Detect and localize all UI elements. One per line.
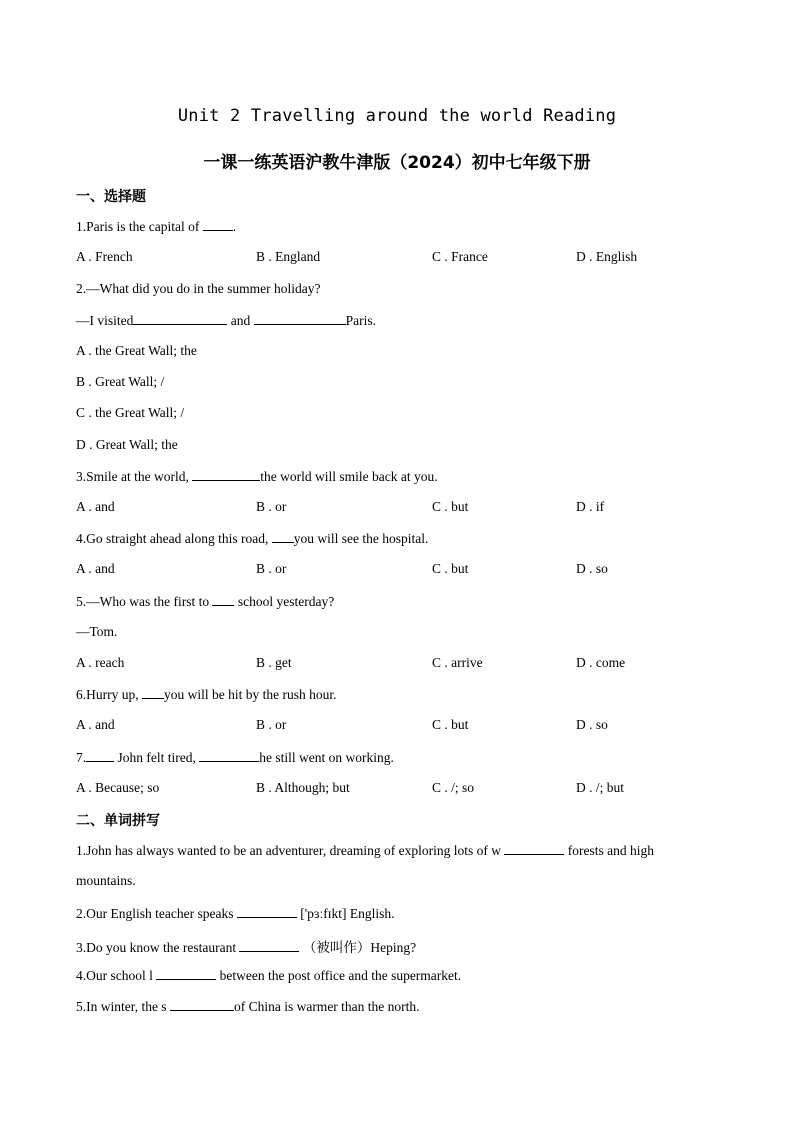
option-a: A . and xyxy=(76,561,115,576)
question-text: Paris. xyxy=(345,313,376,328)
question-3 xyxy=(76,468,438,485)
option-c: C . the Great Wall; / xyxy=(76,405,185,420)
option-d: D . /; but xyxy=(576,780,625,795)
option-a: A . reach xyxy=(76,655,125,670)
option-c: C . France xyxy=(432,249,488,264)
answer-blank xyxy=(170,998,234,1011)
page-title: Unit 2 Travelling around the world Reading xyxy=(177,106,617,126)
answer-blank xyxy=(254,312,346,325)
question-text: 3.Do you know the restaurant xyxy=(76,940,237,955)
answer-blank xyxy=(142,686,164,699)
question-text: 3.Smile at the world, xyxy=(76,469,189,484)
answer-blank xyxy=(504,842,564,855)
question-6 xyxy=(76,686,337,703)
question-2-line2 xyxy=(76,312,376,329)
question-text: . xyxy=(232,219,237,234)
answer-blank xyxy=(272,530,294,543)
answer-blank xyxy=(239,939,299,952)
question-text: school yesterday? xyxy=(237,594,335,609)
question-text: ['pɜːfɪkt] English. xyxy=(300,906,395,921)
answer-blank xyxy=(86,749,114,762)
question-text: 4.Go straight ahead along this road, xyxy=(76,531,269,546)
option-d: D . if xyxy=(576,499,605,514)
option-c: C . but xyxy=(432,717,469,732)
option-a: A . Because; so xyxy=(76,780,160,795)
question-text: of China is warmer than the north. xyxy=(233,999,420,1014)
answer-blank xyxy=(212,593,234,606)
answer-blank xyxy=(192,468,260,481)
question-text: 1.John has always wanted to be an adventurer, dreaming of exploring lots of w xyxy=(76,843,501,858)
option-a: A . French xyxy=(76,249,133,264)
option-d: D . so xyxy=(576,717,608,732)
option-b: B . Great Wall; / xyxy=(76,374,165,389)
question-text: he still went on working. xyxy=(259,750,394,765)
question-1 xyxy=(76,218,236,235)
spelling-question-4 xyxy=(76,967,461,984)
question-text: the world will smile back at you. xyxy=(260,469,438,484)
option-b: B . or xyxy=(256,561,287,576)
question-text: 4.Our school l xyxy=(76,968,153,983)
option-d: D . come xyxy=(576,655,626,670)
question-text: forests and high xyxy=(567,843,654,858)
option-d: D . Great Wall; the xyxy=(76,437,178,452)
spelling-question-5 xyxy=(76,998,420,1015)
section-heading-multiple-choice: 一、选择题 xyxy=(76,189,146,205)
option-d: D . so xyxy=(576,561,608,576)
question-text: 5.—Who was the first to xyxy=(76,594,210,609)
question-text: 7. xyxy=(76,750,87,765)
question-text: 5.In winter, the s xyxy=(76,999,167,1014)
question-text: John felt tired, xyxy=(117,750,196,765)
question-text: —I visited xyxy=(76,313,134,328)
question-text: you will see the hospital. xyxy=(293,531,429,546)
option-c: C . /; so xyxy=(432,780,475,795)
question-text: you will be hit by the rush hour. xyxy=(164,687,337,702)
option-b: B . England xyxy=(256,249,321,264)
spelling-question-2 xyxy=(76,905,395,922)
option-b: B . or xyxy=(256,717,287,732)
option-c: C . but xyxy=(432,499,469,514)
option-a: A . and xyxy=(76,717,115,732)
answer-blank xyxy=(156,967,216,980)
option-b: B . Although; but xyxy=(256,780,350,795)
question-text: （被叫作）Heping? xyxy=(302,940,417,955)
option-d: D . English xyxy=(576,249,638,264)
spelling-question-3 xyxy=(76,936,416,956)
option-b: B . or xyxy=(256,499,287,514)
answer-blank xyxy=(199,749,259,762)
question-2: 2.—What did you do in the summer holiday? xyxy=(76,281,321,296)
spelling-question-1 xyxy=(76,842,654,859)
page-subtitle: 一课一练英语沪教牛津版（2024）初中七年级下册 xyxy=(203,153,591,173)
option-c: C . arrive xyxy=(432,655,483,670)
answer-blank xyxy=(133,312,227,325)
question-text: 1.Paris is the capital of xyxy=(76,219,200,234)
answer-blank xyxy=(203,218,233,231)
section-heading-spelling: 二、单词拼写 xyxy=(76,813,160,829)
question-text: between the post office and the supermarket. xyxy=(219,968,462,983)
question-text: 2.Our English teacher speaks xyxy=(76,906,234,921)
option-a: A . and xyxy=(76,499,115,514)
question-5 xyxy=(76,593,334,610)
answer-blank xyxy=(237,905,297,918)
question-text: 6.Hurry up, xyxy=(76,687,139,702)
question-5-answer-line: —Tom. xyxy=(76,624,118,639)
option-b: B . get xyxy=(256,655,292,670)
question-text: and xyxy=(230,313,251,328)
question-7 xyxy=(76,749,394,766)
option-c: C . but xyxy=(432,561,469,576)
spelling-question-1-line2: mountains. xyxy=(76,873,136,888)
option-a: A . the Great Wall; the xyxy=(76,343,197,358)
question-4 xyxy=(76,530,428,547)
